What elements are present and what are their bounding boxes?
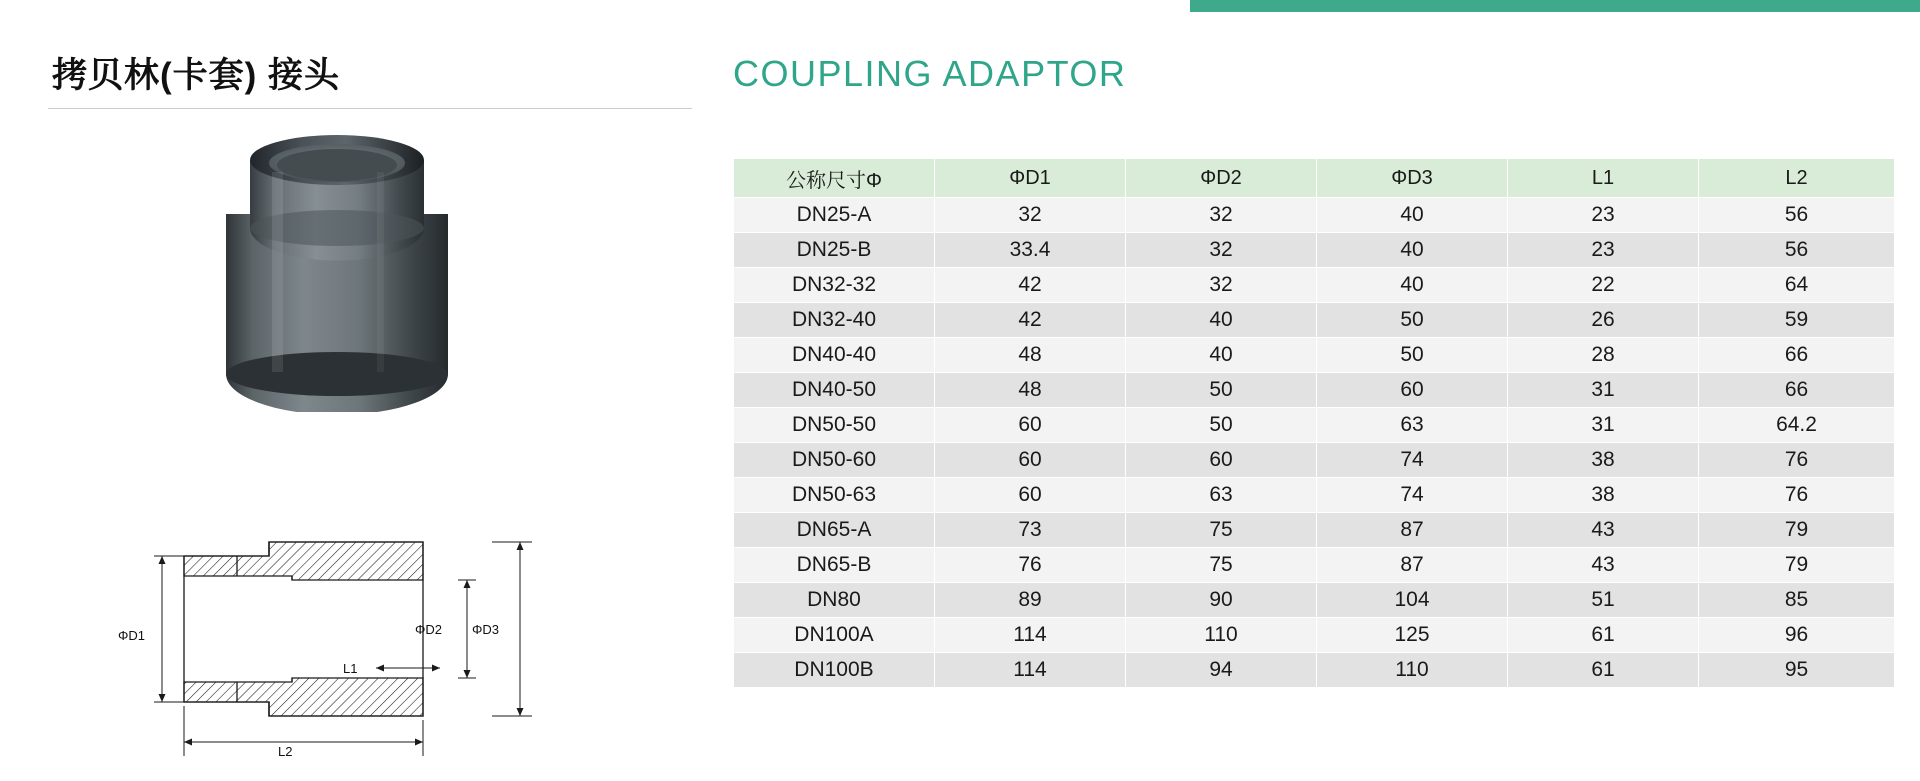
table-cell: 61 [1508, 618, 1699, 653]
product-photo [212, 132, 502, 412]
table-cell: DN25-A [734, 198, 935, 233]
table-row [734, 653, 1895, 688]
table-cell: 64.2 [1699, 408, 1895, 443]
table-cell: 85 [1699, 583, 1895, 618]
table-cell: 51 [1508, 583, 1699, 618]
table-cell: 42 [935, 303, 1126, 338]
table-cell: 75 [1126, 513, 1317, 548]
table-cell: 74 [1317, 478, 1508, 513]
table-header-cell: L1 [1508, 159, 1699, 198]
table-cell: DN32-40 [734, 303, 935, 338]
table-row [734, 373, 1895, 408]
table-header-row [734, 159, 1895, 198]
table-cell: 26 [1508, 303, 1699, 338]
table-row [734, 268, 1895, 303]
table-cell: 76 [935, 548, 1126, 583]
table-cell: 60 [935, 443, 1126, 478]
table-cell: 95 [1699, 653, 1895, 688]
table-cell: 94 [1126, 653, 1317, 688]
table-row [734, 548, 1895, 583]
table-cell: 43 [1508, 513, 1699, 548]
table-cell: 32 [1126, 268, 1317, 303]
table-cell: 125 [1317, 618, 1508, 653]
table-cell: 60 [1317, 373, 1508, 408]
table-cell: 63 [1317, 408, 1508, 443]
table-cell: 32 [935, 198, 1126, 233]
table-cell: 40 [1317, 233, 1508, 268]
table-cell: DN50-50 [734, 408, 935, 443]
dim-label-l2: L2 [278, 744, 293, 759]
dim-label-d3: ΦD3 [472, 622, 499, 637]
specification-table [733, 158, 1895, 688]
right-column [720, 0, 1920, 781]
table-cell: 76 [1699, 443, 1895, 478]
table-cell: 79 [1699, 548, 1895, 583]
table-cell: DN40-50 [734, 373, 935, 408]
table-cell: 50 [1317, 303, 1508, 338]
table-cell: DN80 [734, 583, 935, 618]
table-cell: 66 [1699, 338, 1895, 373]
table-row [734, 338, 1895, 373]
table-cell: 75 [1126, 548, 1317, 583]
table-cell: 32 [1126, 233, 1317, 268]
table-cell: 43 [1508, 548, 1699, 583]
title-divider [48, 108, 692, 109]
table-cell: 42 [935, 268, 1126, 303]
table-row [734, 408, 1895, 443]
table-cell: 38 [1508, 443, 1699, 478]
table-cell: 60 [935, 408, 1126, 443]
table-cell: 33.4 [935, 233, 1126, 268]
table-cell: 73 [935, 513, 1126, 548]
table-cell: 74 [1317, 443, 1508, 478]
table-cell: 110 [1126, 618, 1317, 653]
table-cell: DN65-B [734, 548, 935, 583]
technical-drawing [140, 520, 580, 770]
table-cell: 28 [1508, 338, 1699, 373]
table-cell: 56 [1699, 198, 1895, 233]
table-cell: 23 [1508, 198, 1699, 233]
table-cell: DN100A [734, 618, 935, 653]
table-cell: 76 [1699, 478, 1895, 513]
table-header-cell: 公称尺寸Φ [734, 159, 935, 198]
dim-label-l1: L1 [343, 661, 358, 676]
table-header-cell: ΦD1 [935, 159, 1126, 198]
table-cell: 50 [1126, 408, 1317, 443]
table-cell: 79 [1699, 513, 1895, 548]
table-cell: 40 [1317, 198, 1508, 233]
table-cell: DN100B [734, 653, 935, 688]
table-row [734, 198, 1895, 233]
table-cell: 48 [935, 338, 1126, 373]
table-row [734, 303, 1895, 338]
dim-label-d2: ΦD2 [415, 622, 442, 637]
table-cell: 40 [1317, 268, 1508, 303]
table-cell: 48 [935, 373, 1126, 408]
table-cell: DN50-63 [734, 478, 935, 513]
table-cell: 87 [1317, 548, 1508, 583]
table-body [734, 198, 1895, 688]
table-cell: 40 [1126, 303, 1317, 338]
table-cell: 22 [1508, 268, 1699, 303]
table-cell: 59 [1699, 303, 1895, 338]
left-column [0, 0, 720, 781]
table-cell: 61 [1508, 653, 1699, 688]
table-cell: 90 [1126, 583, 1317, 618]
table-cell: 50 [1126, 373, 1317, 408]
page-title-chinese: 拷贝林(卡套) 接头 [52, 56, 341, 95]
table-cell: 104 [1317, 583, 1508, 618]
table-cell: 96 [1699, 618, 1895, 653]
table-cell: 38 [1508, 478, 1699, 513]
table-cell: DN40-40 [734, 338, 935, 373]
dim-label-d1: ΦD1 [118, 628, 145, 643]
table-row [734, 233, 1895, 268]
table-cell: 87 [1317, 513, 1508, 548]
table-row [734, 478, 1895, 513]
table-row [734, 618, 1895, 653]
page-title-english: COUPLING ADAPTOR [733, 53, 1127, 94]
table-row [734, 583, 1895, 618]
table-cell: 23 [1508, 233, 1699, 268]
table-cell: 89 [935, 583, 1126, 618]
table-cell: 50 [1317, 338, 1508, 373]
table-cell: 110 [1317, 653, 1508, 688]
table-cell: 40 [1126, 338, 1317, 373]
table-row [734, 513, 1895, 548]
table-cell: 64 [1699, 268, 1895, 303]
table-cell: 32 [1126, 198, 1317, 233]
table-cell: 63 [1126, 478, 1317, 513]
table-cell: 114 [935, 653, 1126, 688]
table-header-cell: L2 [1699, 159, 1895, 198]
table-cell: 60 [935, 478, 1126, 513]
table-cell: 31 [1508, 373, 1699, 408]
table-cell: 114 [935, 618, 1126, 653]
table-cell: DN25-B [734, 233, 935, 268]
table-cell: 56 [1699, 233, 1895, 268]
table-cell: DN50-60 [734, 443, 935, 478]
table-cell: 60 [1126, 443, 1317, 478]
table-header-cell: ΦD2 [1126, 159, 1317, 198]
table-cell: DN65-A [734, 513, 935, 548]
table-cell: 31 [1508, 408, 1699, 443]
table-cell: 66 [1699, 373, 1895, 408]
table-header-cell: ΦD3 [1317, 159, 1508, 198]
table-cell: DN32-32 [734, 268, 935, 303]
table-row [734, 443, 1895, 478]
